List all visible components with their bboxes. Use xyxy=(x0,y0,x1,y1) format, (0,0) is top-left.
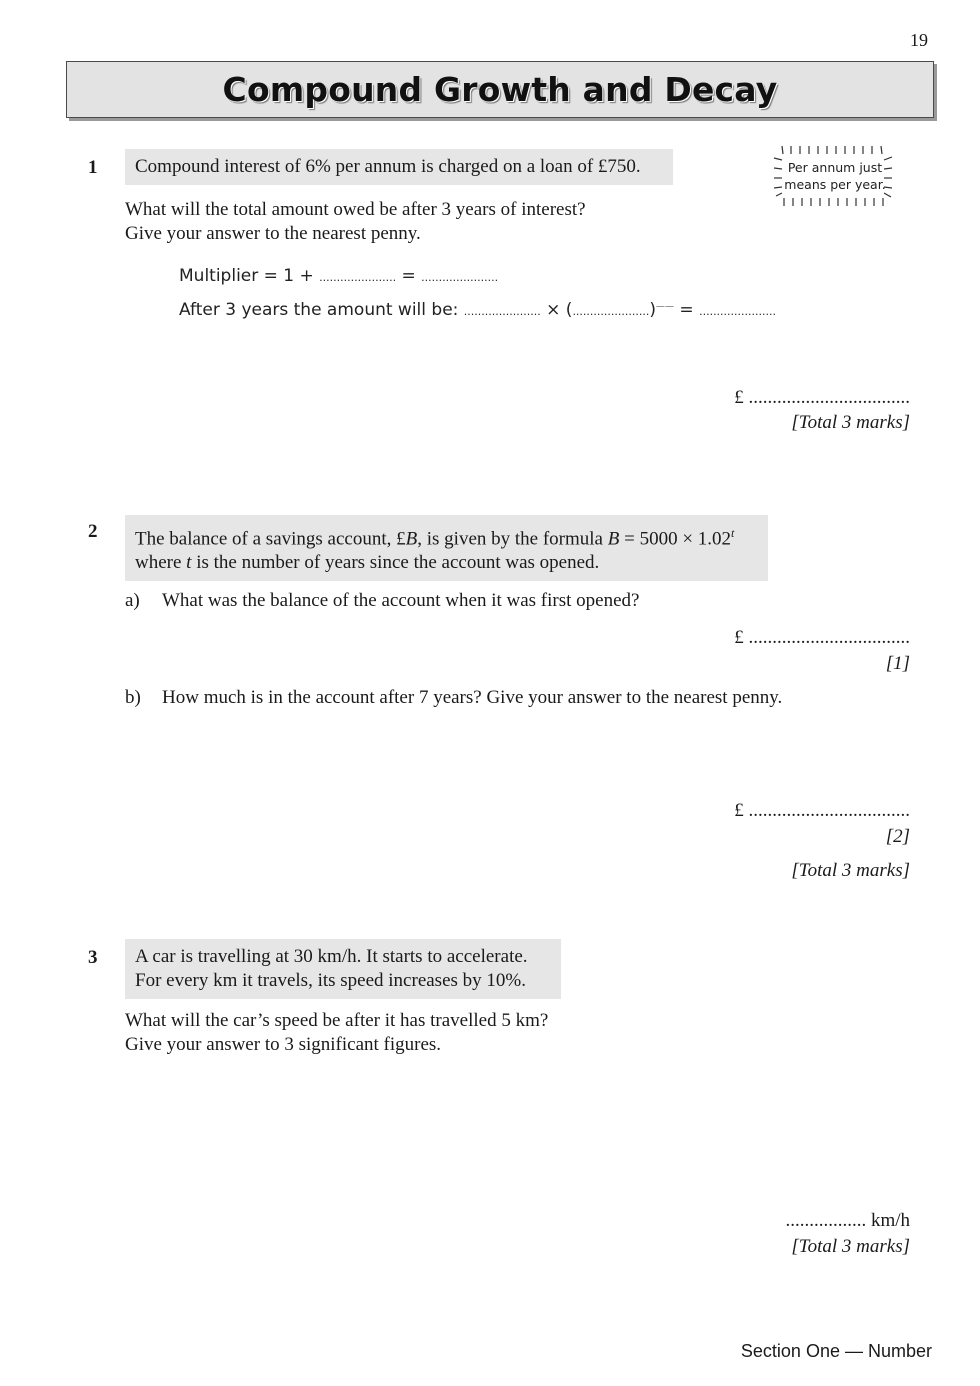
q2a-label: a) xyxy=(125,590,140,611)
question-3-box-line-1: A car is travelling at 30 km/h. It starts to accelerate. xyxy=(135,946,528,967)
q2a-answer-prefix: £ xyxy=(734,627,744,648)
q2-var-b-2: B xyxy=(607,528,620,550)
page-number: 19 xyxy=(910,30,928,50)
q1-multiplier-blank-1[interactable]: ...................... xyxy=(319,271,397,284)
q3-answer-dots[interactable]: ................. xyxy=(785,1210,867,1231)
q2b-label: b) xyxy=(125,687,141,708)
tip-note-line-2: means per year. xyxy=(784,177,886,192)
q1-exponent-blank[interactable]: —— xyxy=(656,301,675,312)
question-1-number: 1 xyxy=(88,157,98,178)
q2-box-text-c: = 5000 × 1.02 xyxy=(619,528,732,550)
question-3-box xyxy=(125,939,561,999)
question-2-number: 2 xyxy=(88,521,98,542)
question-2-box xyxy=(125,515,768,581)
question-1-line-2: Give your answer to the nearest penny. xyxy=(125,223,421,244)
question-2-box-line-2 xyxy=(135,551,758,575)
q1-amount-label: After 3 years the amount will be: xyxy=(179,300,459,320)
q1-times-sign: × xyxy=(546,300,561,320)
q1-total-marks: [Total 3 marks] xyxy=(791,412,910,433)
q2b-answer-dots[interactable]: .................................. xyxy=(748,800,910,821)
question-3-box-line-2: For every km it travels, its speed increases by 10%. xyxy=(135,970,526,991)
q1-answer-prefix: £ xyxy=(734,387,744,408)
question-1-box: Compound interest of 6% per annum is charged on a loan of £750. xyxy=(125,149,673,185)
q1-amount-blank-3[interactable]: ...................... xyxy=(699,305,777,318)
q2b-answer-line[interactable] xyxy=(734,800,910,822)
q2-box-text-d: where xyxy=(135,552,187,574)
q1-working-multiplier xyxy=(179,266,498,286)
q2-exponent: t xyxy=(731,526,735,540)
q2-box-text-b: , is given by the formula xyxy=(417,528,608,550)
q2a-answer-dots[interactable]: .................................. xyxy=(748,627,910,648)
title-banner xyxy=(66,61,934,118)
q1-amount-equals: = xyxy=(679,300,694,320)
q1-multiplier-blank-2[interactable]: ...................... xyxy=(421,271,499,284)
q2-total-marks: [Total 3 marks] xyxy=(791,860,910,881)
q1-close-paren: ) xyxy=(649,300,657,320)
q2-var-b: B xyxy=(405,528,418,550)
question-1-text xyxy=(125,198,586,246)
q1-answer-line[interactable] xyxy=(734,387,910,409)
q1-amount-blank-2[interactable]: ...................... xyxy=(572,305,650,318)
q1-answer-dots[interactable]: .................................. xyxy=(748,387,910,408)
question-3-line-2: Give your answer to 3 significant figures. xyxy=(125,1034,442,1055)
page-title: Compound Growth and Decay xyxy=(222,70,778,109)
q2-box-text-e: is the number of years since the account was opened. xyxy=(191,552,600,574)
q1-amount-blank-1[interactable]: ...................... xyxy=(463,305,541,318)
q2-var-t: t xyxy=(186,552,192,574)
q3-total-marks: [Total 3 marks] xyxy=(791,1236,910,1257)
q1-working-amount xyxy=(179,300,776,320)
q2b-marks: [2] xyxy=(885,826,910,847)
section-footer: Section One — Number xyxy=(740,1341,932,1361)
q3-answer-unit: km/h xyxy=(870,1210,910,1231)
q2a-marks: [1] xyxy=(885,653,910,674)
tip-note-line-1: Per annum just xyxy=(787,160,883,175)
q3-answer-line[interactable] xyxy=(785,1210,910,1232)
question-1-line-1: What will the total amount owed be after 3 years of interest? xyxy=(125,199,586,220)
q1-multiplier-label: Multiplier = 1 + xyxy=(179,266,314,286)
q2a-text: What was the balance of the account when it was first opened? xyxy=(162,590,640,611)
question-3-number: 3 xyxy=(88,947,98,968)
question-2-box-line-1 xyxy=(135,521,758,551)
q2a-answer-line[interactable] xyxy=(734,627,910,649)
q1-multiplier-equals: = xyxy=(401,266,416,286)
q2-box-text-a: The balance of a savings account, £ xyxy=(135,528,406,550)
q2b-text: How much is in the account after 7 years? Give your answer to the nearest penny. xyxy=(162,687,783,708)
question-3-line-1: What will the car’s speed be after it has travelled 5 km? xyxy=(125,1010,549,1031)
question-3-text xyxy=(125,1009,548,1057)
tip-note xyxy=(776,146,894,206)
q1-open-paren: ( xyxy=(565,300,573,320)
q2b-answer-prefix: £ xyxy=(734,800,744,821)
